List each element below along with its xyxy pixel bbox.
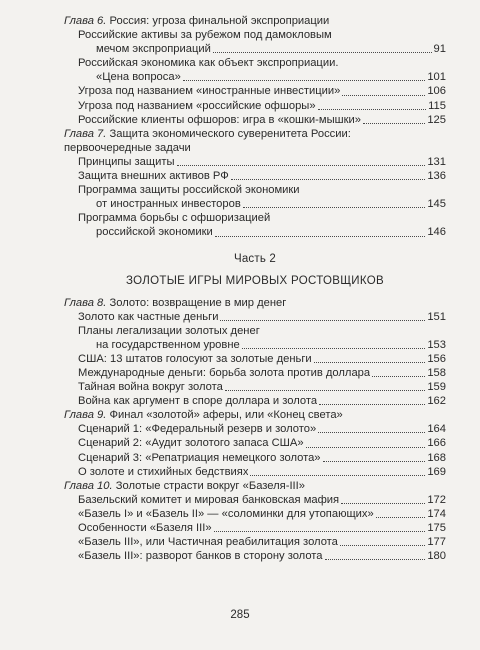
chapter-title-line2: первоочередные задачи [64, 141, 191, 154]
dot-leader [250, 475, 425, 476]
entry-title-line2: от иностранных инвесторов [96, 198, 241, 211]
chapter-8-heading [64, 296, 446, 310]
dot-leader [306, 447, 426, 448]
dot-leader [242, 348, 426, 349]
toc-entry [64, 549, 446, 563]
entry-title: Война как аргумент в споре доллара и золота [78, 395, 318, 408]
entry-title-line1: Программа борьбы с офшоризацией [78, 212, 271, 225]
dot-leader [214, 531, 426, 532]
toc-entry [64, 338, 446, 352]
toc-entry [64, 310, 446, 324]
chapter-label: Глава 10. [64, 479, 113, 492]
entry-title-line1: Российские активы за рубежом под дамокловым [78, 29, 332, 42]
chapter-title: Финал «золотой» аферы, или «Конец света» [106, 409, 343, 422]
chapter-7-heading [64, 127, 446, 141]
entry-title: Сценарий 3: «Репатриация немецкого золота» [78, 451, 321, 464]
entry-page: 166 [427, 437, 446, 450]
dot-leader [177, 165, 426, 166]
chapter-10-heading [64, 479, 446, 493]
toc-entry [64, 169, 446, 183]
entry-title: «Базель I» и «Базель II» — «соломинки для утопающих» [78, 507, 374, 520]
entry-title: Защита внешних активов РФ [78, 170, 229, 183]
entry-title: Золото как частные деньги [78, 310, 219, 323]
toc-entry [64, 70, 446, 84]
table-of-contents [64, 14, 446, 563]
toc-entry [64, 183, 446, 197]
toc-entry [64, 225, 446, 239]
toc-entry [64, 380, 446, 394]
spacer [64, 267, 446, 274]
entry-page: 175 [427, 522, 446, 534]
chapter-title: Защита экономического суверенитета России: [106, 127, 351, 140]
entry-title-line2: на государственном уровне [96, 338, 240, 351]
toc-entry [64, 394, 446, 408]
entry-page: 91 [433, 43, 446, 56]
toc-entry [64, 99, 446, 113]
chapter-label: Глава 9. [64, 409, 107, 422]
entry-page: 136 [427, 170, 446, 183]
part-title: ЗОЛОТЫЕ ИГРЫ МИРОВЫХ РОСТОВЩИКОВ [126, 274, 384, 287]
entry-title-line2: «Цена вопроса» [96, 71, 181, 84]
entry-page: 168 [427, 451, 446, 464]
entry-page: 162 [427, 395, 446, 408]
dot-leader [314, 362, 426, 363]
toc-entry [64, 56, 446, 70]
dot-leader [318, 109, 427, 110]
entry-title-line2: российской экономики [96, 226, 213, 239]
entry-title-line1: Российская экономика как объект экспроприации. [78, 57, 339, 70]
dot-leader [319, 404, 425, 405]
entry-page: 131 [427, 155, 446, 168]
chapter-title: Золотые страсти вокруг «Базеля-III» [112, 479, 305, 492]
toc-entry [64, 451, 446, 465]
entry-page: 180 [427, 550, 446, 563]
entry-page: 151 [427, 310, 446, 323]
toc-entry [64, 211, 446, 225]
toc-entry [64, 422, 446, 436]
toc-entry [64, 436, 446, 450]
entry-title: Международные деньги: борьба золота против доллара [78, 366, 371, 379]
chapter-6-heading [64, 14, 446, 28]
dot-leader [213, 52, 432, 53]
entry-page: 164 [427, 423, 446, 436]
toc-entry [64, 465, 446, 479]
entry-title: Российские клиенты офшоров: игра в «кошки-мышки» [78, 113, 361, 126]
chapter-title: Золото: возвращение в мир денег [106, 296, 287, 309]
entry-title: Тайная война вокруг золота [78, 381, 223, 394]
entry-page: 158 [427, 366, 446, 379]
dot-leader [340, 545, 425, 546]
entry-page: 125 [427, 113, 446, 126]
entry-title: Базельский комитет и мировая банковская мафия [78, 493, 340, 506]
dot-leader [243, 207, 426, 208]
entry-page: 153 [427, 338, 446, 351]
chapter-label: Глава 8. [64, 296, 107, 309]
chapter-label: Глава 7. [64, 127, 107, 140]
dot-leader [225, 390, 426, 391]
chapter-7-heading-cont [64, 141, 446, 155]
spacer [64, 289, 446, 296]
dot-leader [376, 517, 426, 518]
entry-page: 101 [427, 71, 446, 84]
dot-leader [318, 432, 425, 433]
entry-title-line1: Программа защиты российской экономики [78, 184, 300, 197]
toc-entry [64, 324, 446, 338]
dot-leader [323, 461, 426, 462]
entry-page: 169 [427, 465, 446, 478]
dot-leader [231, 179, 426, 180]
entry-page: 177 [427, 536, 446, 549]
toc-entry [64, 507, 446, 521]
toc-entry [64, 155, 446, 169]
dot-leader [183, 80, 426, 81]
toc-entry [64, 493, 446, 507]
entry-title: О золоте и стихийных бедствиях [78, 465, 249, 478]
entry-title: Сценарий 1: «Федеральный резерв и золото» [78, 423, 317, 436]
entry-page: 146 [427, 226, 446, 239]
chapter-9-heading [64, 408, 446, 422]
entry-page: 174 [427, 507, 446, 520]
chapter-title: Россия: угроза финальной экспроприации [106, 15, 330, 27]
toc-entry [64, 84, 446, 98]
entry-page: 159 [427, 381, 446, 394]
chapter-label: Глава 6. [64, 15, 107, 27]
entry-title: Сценарий 2: «Аудит золотого запаса США» [78, 437, 304, 450]
entry-title: Особенности «Базеля III» [78, 522, 212, 534]
part-heading: Часть 2 [233, 252, 277, 265]
toc-entry [64, 113, 446, 127]
dot-leader [342, 95, 425, 96]
entry-page: 172 [427, 493, 446, 506]
toc-entry [64, 521, 446, 535]
entry-page: 145 [427, 198, 446, 211]
entry-title: США: 13 штатов голосуют за золотые деньги [78, 352, 312, 365]
entry-title: «Базель III», или Частичная реабилитация золота [78, 536, 338, 549]
entry-title: Угроза под названием «иностранные инвестиции» [78, 85, 341, 98]
dot-leader [372, 376, 425, 377]
entry-page: 106 [427, 85, 446, 98]
entry-page: 115 [428, 99, 446, 112]
toc-entry [64, 366, 446, 380]
toc-entry [64, 42, 446, 56]
dot-leader [363, 123, 425, 124]
toc-entry [64, 352, 446, 366]
page-number: 285 [230, 609, 250, 621]
spacer [64, 240, 446, 252]
entry-title-line2: мечом экспроприаций [96, 43, 211, 56]
toc-entry [64, 535, 446, 549]
toc-entry [64, 28, 446, 42]
toc-entry [64, 197, 446, 211]
entry-title: Принципы защиты [78, 155, 175, 168]
entry-title: Угроза под названием «российские офшоры» [78, 99, 316, 112]
dot-leader [325, 559, 426, 560]
dot-leader [341, 503, 425, 504]
dot-leader [220, 320, 425, 321]
entry-title: «Базель III»: разворот банков в сторону золота [78, 550, 323, 563]
entry-page: 156 [427, 352, 446, 365]
dot-leader [215, 236, 426, 237]
entry-title-line1: Планы легализации золотых денег [78, 324, 260, 337]
